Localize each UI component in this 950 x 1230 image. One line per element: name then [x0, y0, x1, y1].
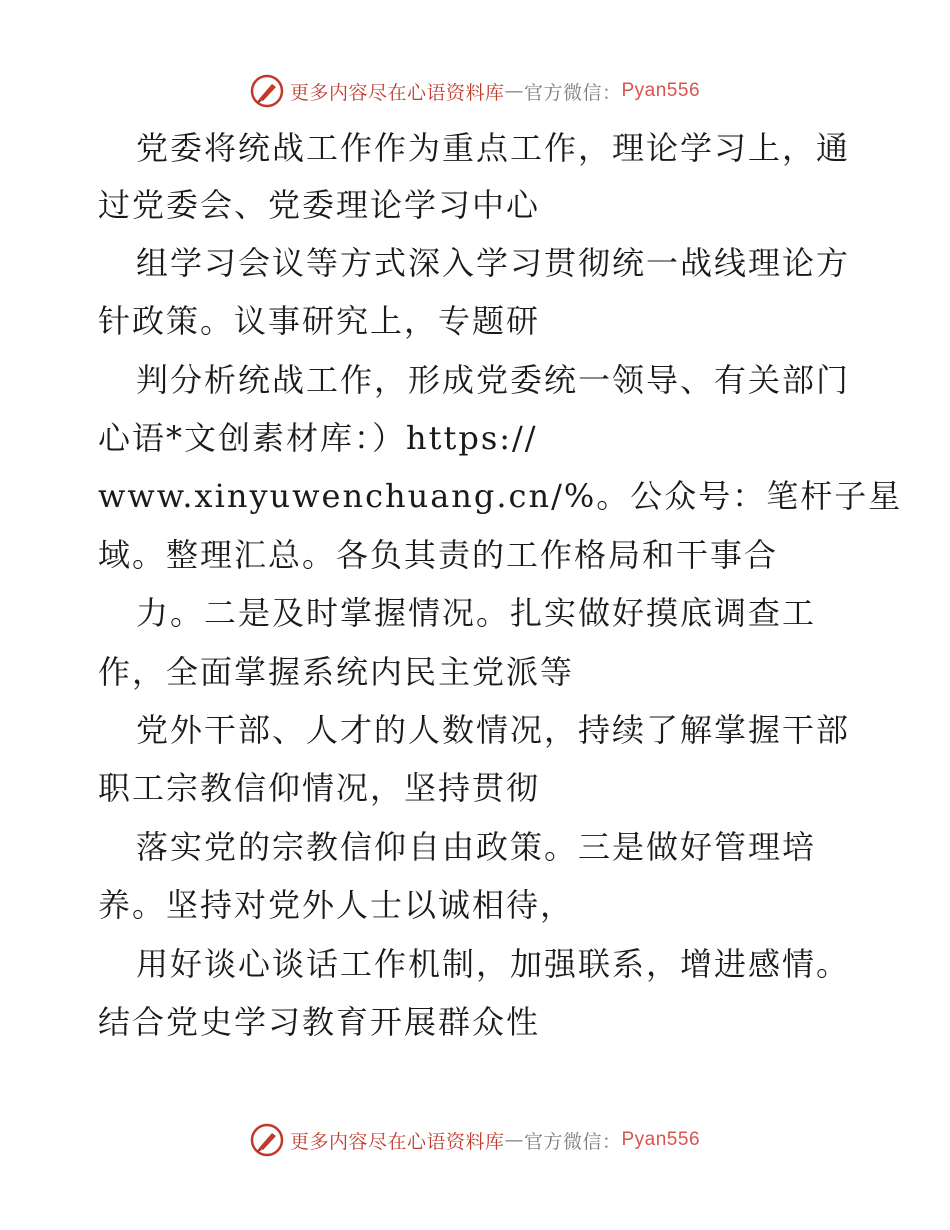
paragraph-4-line-1: www.xinyuwenchuang.cn/%。公众号：笔杆子星 [98, 477, 903, 515]
watermark-account: Pyan556 [621, 1129, 701, 1150]
watermark-brand: 更多内容尽在心语资料库 [289, 81, 505, 104]
paragraph-8-line-1: 用好谈心谈话工作机制，加强联系，增进感情。 [136, 945, 851, 983]
watermark-label: 官方微信： [523, 81, 622, 104]
pen-logo-icon [250, 74, 284, 108]
paragraph-5-line-2: 作，全面掌握系统内民主党派等 [98, 653, 575, 691]
paragraph-8-line-2: 结合党史学习教育开展群众性 [98, 1003, 541, 1041]
paragraph-1-line-1: 党委将统战工作作为重点工作，理论学习上，通 [136, 129, 851, 167]
paragraph-5-line-1: 力。二是及时掌握情况。扎实做好摸底调查工 [136, 594, 817, 632]
paragraph-6-line-2: 职工宗教信仰情况，坚持贯彻 [98, 769, 541, 807]
paragraph-6-line-1: 党外干部、人才的人数情况，持续了解掌握干部 [136, 711, 851, 749]
paragraph-7-line-1: 落实党的宗教信仰自由政策。三是做好管理培 [136, 828, 817, 866]
paragraph-3-line-2: 心语*文创素材库：）https:// [98, 419, 538, 457]
watermark-separator: — [504, 1129, 524, 1151]
header-watermark [0, 71, 950, 111]
footer-watermark [0, 1120, 950, 1160]
pen-logo-icon [250, 1123, 284, 1157]
paragraph-2-line-2: 针政策。议事研究上，专题研 [98, 302, 541, 340]
paragraph-3-line-1: 判分析统战工作，形成党委统一领导、有关部门 [136, 361, 851, 399]
watermark-account: Pyan556 [621, 80, 701, 101]
paragraph-4-line-2: 域。整理汇总。各负其责的工作格局和干事合 [98, 536, 779, 574]
watermark-brand: 更多内容尽在心语资料库 [289, 1130, 505, 1153]
paragraph-2-line-1: 组学习会议等方式深入学习贯彻统一战线理论方 [136, 244, 851, 282]
paragraph-7-line-2: 养。坚持对党外人士以诚相待， [98, 886, 575, 924]
paragraph-1-line-2: 过党委会、党委理论学习中心 [98, 186, 541, 224]
watermark-separator: — [504, 80, 524, 102]
watermark-label: 官方微信： [523, 1130, 622, 1153]
